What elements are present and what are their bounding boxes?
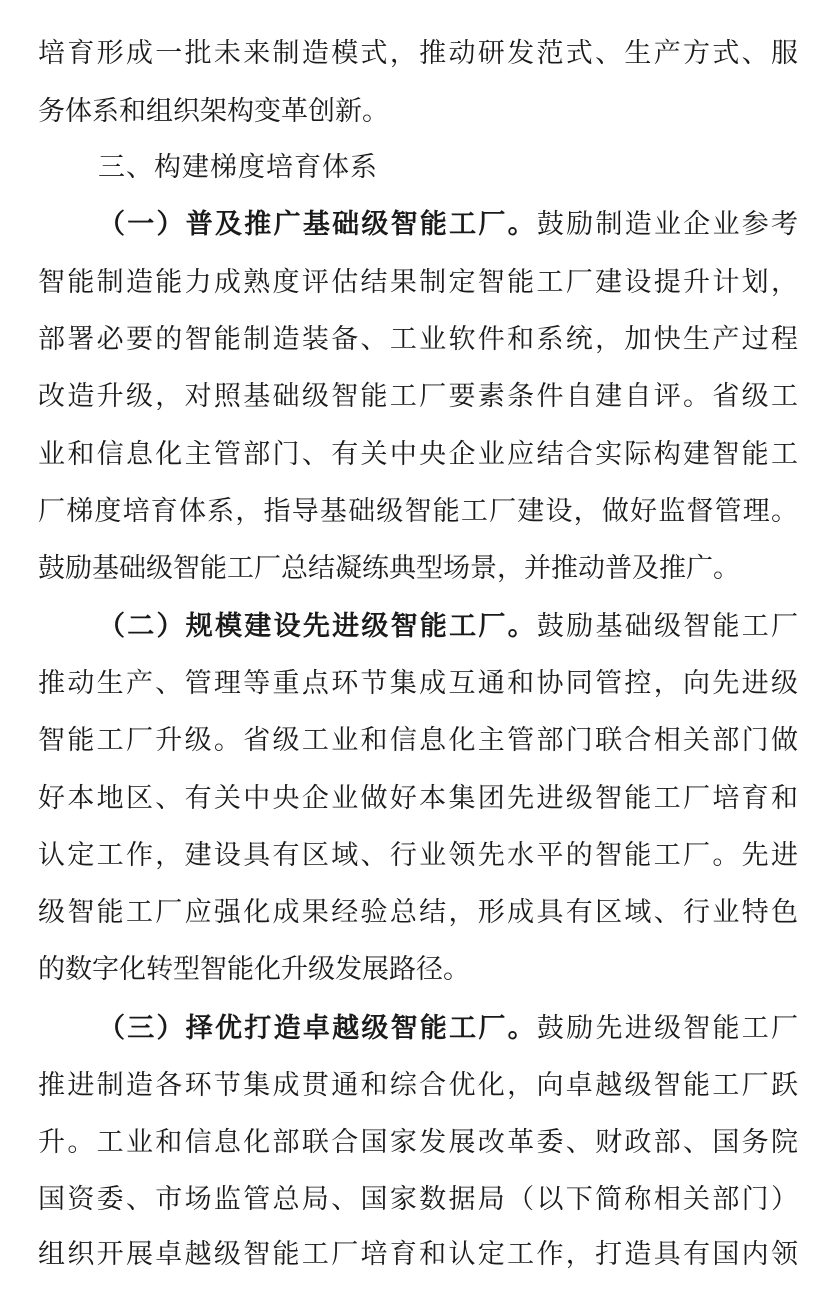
paragraph-2-start — [98, 598, 798, 656]
paragraph-3-lead: 鼓励先进级智能工厂 — [536, 1013, 799, 1044]
text-line: 组织开展卓越级智能工厂培育和认定工作，打造具有国内领 — [38, 1239, 798, 1270]
paragraph-3-start — [98, 1000, 798, 1058]
text-line: 厂梯度培育体系，指导基础级智能工厂建设，做好监督管理。 — [38, 496, 798, 527]
section-heading: 三、构建梯度培育体系 — [98, 152, 378, 183]
text-line: 鼓励基础级智能工厂总结凝练典型场景，并推动普及推广。 — [38, 553, 740, 584]
text-line: 培育形成一批未来制造模式，推动研发范式、生产方式、服 — [38, 38, 798, 69]
paragraph-1-heading: （一）普及推广基础级智能工厂。 — [98, 209, 537, 240]
paragraph-1-start — [98, 196, 798, 254]
text-line: 认定工作，建设具有区域、行业领先水平的智能工厂。先进 — [38, 840, 798, 871]
text-line: 推进制造各环节集成贯通和综合优化，向卓越级智能工厂跃 — [38, 1070, 798, 1101]
text-line: 的数字化转型智能化升级发展路径。 — [38, 954, 470, 985]
paragraph-1-lead: 鼓励制造业企业参考 — [536, 209, 799, 240]
text-line: 级智能工厂应强化成果经验总结，形成具有区域、行业特色 — [38, 897, 798, 928]
text-line: 智能制造能力成熟度评估结果制定智能工厂建设提升计划， — [38, 267, 798, 298]
paragraph-2-heading: （二）规模建设先进级智能工厂。 — [98, 611, 537, 642]
text-line: 升。工业和信息化部联合国家发展改革委、财政部、国务院 — [38, 1127, 798, 1158]
text-line: 部署必要的智能制造装备、工业软件和系统，加快生产过程 — [38, 324, 798, 355]
text-line: 业和信息化主管部门、有关中央企业应结合实际构建智能工 — [38, 439, 798, 470]
paragraph-3-heading: （三）择优打造卓越级智能工厂。 — [98, 1013, 537, 1044]
text-line: 好本地区、有关中央企业做好本集团先进级智能工厂培育和 — [38, 783, 798, 814]
paragraph-2-lead: 鼓励基础级智能工厂 — [536, 611, 799, 642]
text-line: 改造升级，对照基础级智能工厂要素条件自建自评。省级工 — [38, 381, 798, 412]
text-line: 务体系和组织架构变革创新。 — [38, 96, 389, 127]
text-line: 智能工厂升级。省级工业和信息化主管部门联合相关部门做 — [38, 725, 798, 756]
text-line: 推动生产、管理等重点环节集成互通和协同管控，向先进级 — [38, 668, 798, 699]
text-line: 国资委、市场监管总局、国家数据局（以下简称相关部门） — [38, 1184, 798, 1215]
